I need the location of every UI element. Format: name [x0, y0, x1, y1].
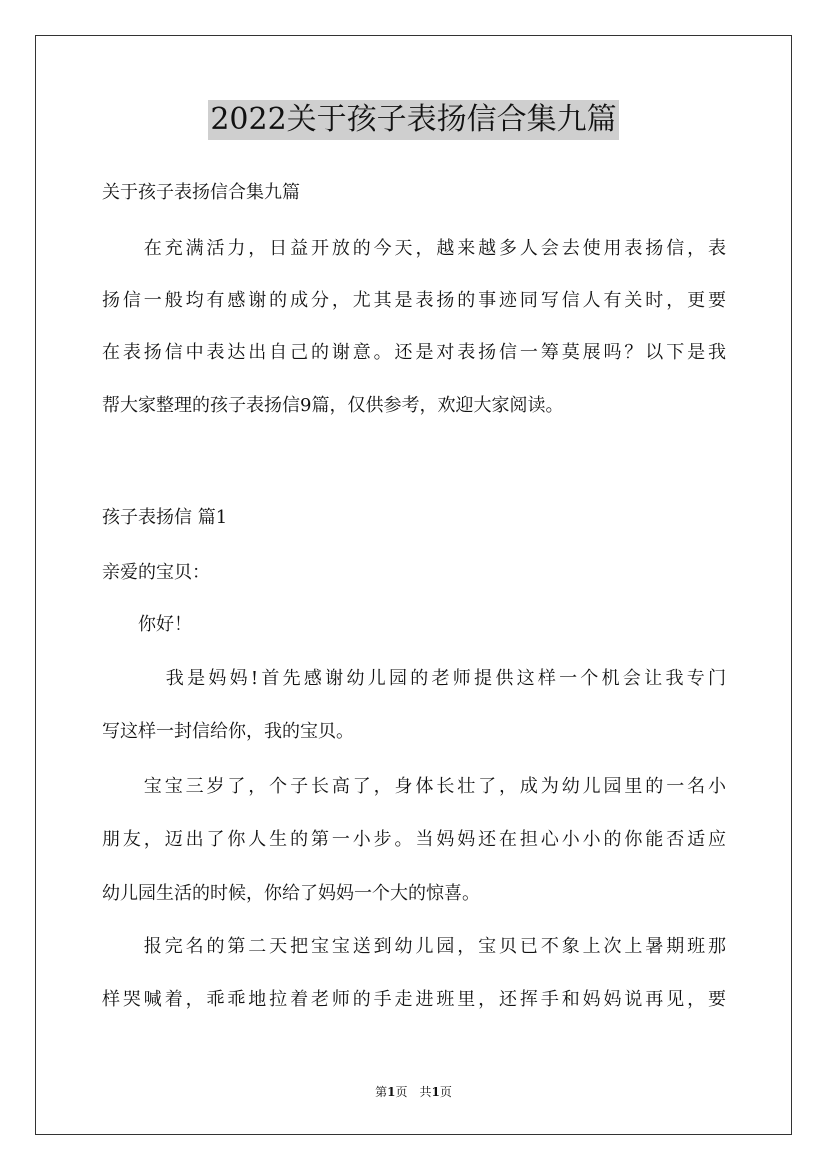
body-line: 报完名的第二天把宝宝送到幼儿园，宝贝已不象上次上暑期班那: [102, 936, 726, 957]
body-line: 在充满活力，日益开放的今天，越来越多人会去使用表扬信，表: [102, 238, 726, 259]
body-line: 宝宝三岁了，个子长高了，身体长壮了，成为幼儿园里的一名小: [102, 776, 726, 797]
body-line: 样哭喊着，乖乖地拉着老师的手走进班里，还挥手和妈妈说再见，要: [102, 989, 726, 1010]
subtitle-line: 关于孩子表扬信合集九篇: [102, 182, 300, 203]
page-footer: [0, 1084, 827, 1100]
greeting: 你好！: [102, 614, 192, 635]
title-container: [0, 100, 827, 140]
body-line: 扬信一般均有感谢的成分，尤其是表扬的事迹同写信人有关时，更要: [102, 290, 726, 311]
footer-label: 第: [375, 1085, 388, 1099]
footer-label: 页: [439, 1085, 452, 1099]
footer-page-number: 1: [387, 1085, 396, 1099]
document-title: 2022关于孩子表扬信合集九篇: [208, 100, 618, 140]
body-line: 在表扬信中表达出自己的谢意。还是对表扬信一筹莫展吗？以下是我: [102, 342, 726, 363]
salutation: 亲爱的宝贝：: [102, 562, 210, 583]
footer-label: 页 共: [395, 1085, 432, 1099]
body-line: 我是妈妈!首先感谢幼儿园的老师提供这样一个机会让我专门: [102, 668, 726, 689]
body-line: 朋友，迈出了你人生的第一小步。当妈妈还在担心小小的你能否适应: [102, 829, 726, 850]
body-line: 写这样一封信给你，我的宝贝。: [102, 721, 354, 742]
body-line: 幼儿园生活的时候，你给了妈妈一个大的惊喜。: [102, 883, 480, 904]
section-heading: 孩子表扬信 篇1: [102, 507, 228, 528]
body-line: 帮大家整理的孩子表扬信9篇，仅供参考，欢迎大家阅读。: [102, 395, 564, 416]
footer-page-total: 1: [431, 1085, 440, 1099]
